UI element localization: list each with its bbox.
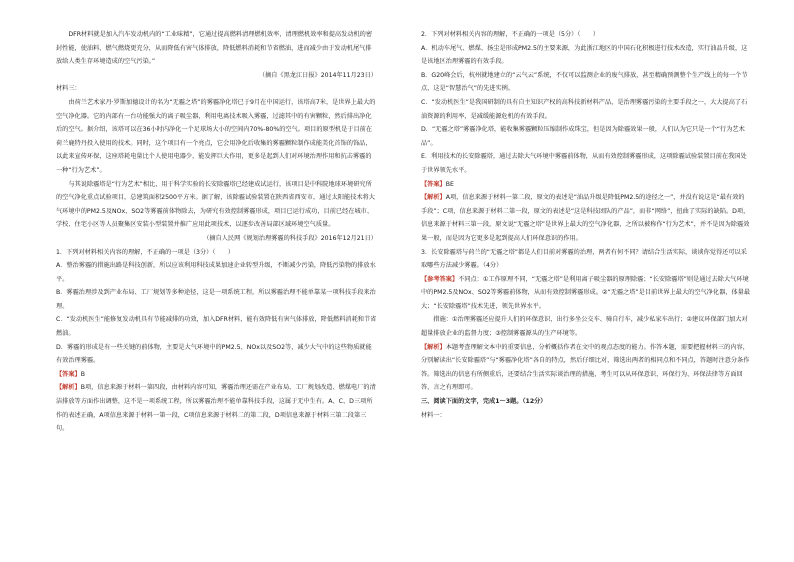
explanation-label: 【解析】 [421, 343, 446, 351]
explanation-3 [421, 341, 750, 395]
material2-source: （摘自《黑龙江日报》2014年11月23日） [258, 71, 377, 79]
material1-title: 材料一： [421, 411, 446, 419]
right-column [397, 0, 794, 562]
explanation-text: 本题考查理解文本中的重要信息，分析概括作者在文中的观点态度的能力。作答本题，需要把握材料三的内容，分别解读出“长安除霾塔”与“雾霾净化塔”各自的特点，然后仔细比对，筛选出两者的相同点和不同点，答题时注意分条作答。筛选出的信息有所侧重后，还要结合生活实际谈治理的措施，考生可以从环保意识、环保行为、环保法律等方面回答，言之有理即可。 [421, 343, 750, 392]
question-2-option-e: E．利用技术的长安除霾塔，通过去除大气环境中雾霾前体物，从而有效控制雾霾形成，这项除霾试验装置目前在我国处于世界领先水平。 [421, 153, 747, 174]
material3-title: 材料三： [56, 85, 81, 93]
explanation-text: B项，信息来源于材料一第四段，由材料内容可知，雾霾治理还需在产业布局、工厂规划改造、燃煤电厂的清洁排放等方面作出调整，这不是一项系统工程，所以雾霾治理不能单靠科技手段，这属于无中生有。A、C、D三项所作的表述正确，A项信息来源于材料一第一段，C项信息来源于材料二的第二段，D项信息来源于材料三第二段第三句。 [56, 384, 376, 433]
question-1: 1．下列对材料相关内容的理解，不正确的一项是（3分）（ ） [56, 248, 235, 256]
reference-answer-3 [421, 273, 750, 314]
question-2-option-b: B．G20峰会后，杭州就地建立的“云气云”系统，不仅可以监测企业的废气排放，甚至精确预测整个生产线上的每一个节点，这是“智慧治气”的先进实例。 [421, 71, 748, 93]
explanation-text: A项，信息来源于材料一第二段，原文的表述是“油品升级是降低PM2.5的途径之一”，并没有说这是“最有效的手段”；C项，信息来源于材料二第一段，原文的表述是“这是科技团队的产品”，而非“网络”，扭曲了实际的缺陷。D项，信息来源于材料三第一段，原文说“无霾之塔”是世界上最大的空气净化器，之所以被称作“行为艺术”，并不是因为除霾效果一般，而是因为它更多是起到提高人们环保意识的作用。 [421, 194, 750, 242]
question-2-option-c: C．“发动机医生”是我国研制的具有自主知识产权的高科技新材料产品，是治理雾霾污染的主要手段之一，大大提高了石油资源的利用率，是减缓能源危机的有效手段。 [421, 98, 748, 120]
question-1-option-a: A．整治雾霾的措施出路是科技创新，所以应该利用科技成果加速企业转型升级，不断减少污染，降低污染物的排放水平。 [56, 262, 376, 283]
answer-value: B [80, 370, 85, 378]
explanation-1 [56, 381, 377, 435]
material2-paragraph: DFR材料就是加入汽车发动机内的“工业味精”，它通过提高燃料清理燃机效率，清理燃机效率和提高发动机的密封性能，使油料、燃气燃烧更充分，从而降低有害气体排放，降低燃料消耗和节省燃油，进而减少由于发动机尾气排放给人类生存环境造成的空气污染。” [56, 31, 373, 66]
explanation-label: 【解析】 [56, 384, 81, 392]
question-2: 2．下列对材料相关内容的理解，不正确的一项是（5分）（ ） [421, 31, 600, 38]
question-1-option-d: D．雾霾的形成是有一些关键的前体物，主要是大气环境中的PM2.5、NOx以及SO2等，减少大气中的这些物质就能有效治理雾霾。 [56, 343, 372, 365]
question-2-option-d: D．“无霾之塔”雾霾净化塔，能收集雾霾颗粒压缩制作成珠宝，但是因为除霾效果一般，人们认为它只是一个“行为艺术品”。 [421, 126, 745, 147]
answer-1 [56, 368, 377, 382]
answer-2 [421, 178, 750, 192]
reference-label: 【参考答案】 [421, 275, 459, 283]
answer-value: BE [445, 180, 454, 188]
section-3-heading: 三、阅读下面的文字，完成1～3题。（12分） [421, 398, 547, 406]
question-1-option-b: B．雾霾治理涉及到产业布局、工厂规划等多种途径，这是一项系统工程，所以雾霾治理不能单靠某一项科技手段来治理。 [56, 289, 376, 310]
answer-label: 【答案】 [421, 180, 446, 188]
question-3: 3．长安除霾塔与荷兰的“无霾之塔”都是人们目前对雾霾的治理，两者有何不同？请结合生活实际，谈谈你觉得还可以采取哪些方法减少雾霾。（4分） [421, 248, 747, 270]
measures-text: 措施：①治理雾霾还应提升人们的环保意识，出行多坐公交车、骑自行车，减少私家车出行；②建议环保部门加大对超量排放企业的监督力度；③控制雾霾源头的生产环境等。 [421, 316, 748, 338]
question-1-option-c: C．“发动机医生”能修复发动机具有节能减排的功效，加入DFR材料，能有效降低有害气体排放，降低燃料消耗和节省燃油。 [56, 316, 377, 338]
question-2-option-a: A．机动车尾气、燃煤、扬尘是形成PM2.5的主要来源，为此浙江地区的中国石化积极进行技术改造，实行油品升级，这是该地区治理雾霾的有效手段。 [421, 44, 748, 66]
material3-paragraph-2: 与其说除霾塔是“行为艺术”相比，用于科学实验的长安除霾塔已经建成试运行，该项目是中科院地球环境研究所的空气净化重点试验项目，总建筑面积2500平方米。据了解，该除霾试验装置在陕西省西安市，通过太阳能技术将大气环境中的PM2.5及NOx、SO2等雾霾前体物除去，为研究有效控制雾霾形成，项目已运行成功，目前已经在城市、学校、住宅小区等人员聚集区安装小型装置并推广应用此项技术，以逐步改善局部区域环境空气质量。 [56, 180, 375, 229]
explanation-2 [421, 191, 750, 245]
reference-text: 不同点：①工作原理不同，“无霾之塔”是利用离子吸尘器的原理除霾；“长安除霾塔”则是通过去除大气环境中的PM2.5及NOx、SO2等雾霾前体物，从而有效控制雾霾形成。②“无霾之塔”是目前世界上最大的空气净化器，体量最大；“长安除霾塔”技术先进，领先世界水平。 [421, 275, 751, 310]
explanation-label: 【解析】 [421, 194, 446, 202]
material3-source: （摘自人民网《规划治理雾霾的科技手段》2016年12月21日） [203, 234, 377, 242]
answer-label: 【答案】 [56, 370, 81, 378]
material3-paragraph-1: 由荷兰艺术家丹·罗斯加德设计的名为“无霾之塔”的雾霾净化塔已于9月在中国运行，该塔高7米，是世界上最大的空气净化器。它的内部有一台功能强大的离子吸尘器，利用电离技术吸入雾霾，过滤其中的有害颗粒，然后排出净化后的空气。据介绍，该塔可以在36小时内净化一个足球场大小的空间内70%-80%的空气。项目的原型机是于目前在荷兰鹿特丹投入使用的技术。同时，这个项目有一个亮点，它会用净化后收集的雾霾颗粒制作成能美化首饰的饰品，以此来宣传环保，这座塔耗电量比个人使用电器少，能发挥巨大作用，更多是起到人们对环境治理作用和抗击雾霾的一种“行为艺术”。 [56, 98, 376, 174]
